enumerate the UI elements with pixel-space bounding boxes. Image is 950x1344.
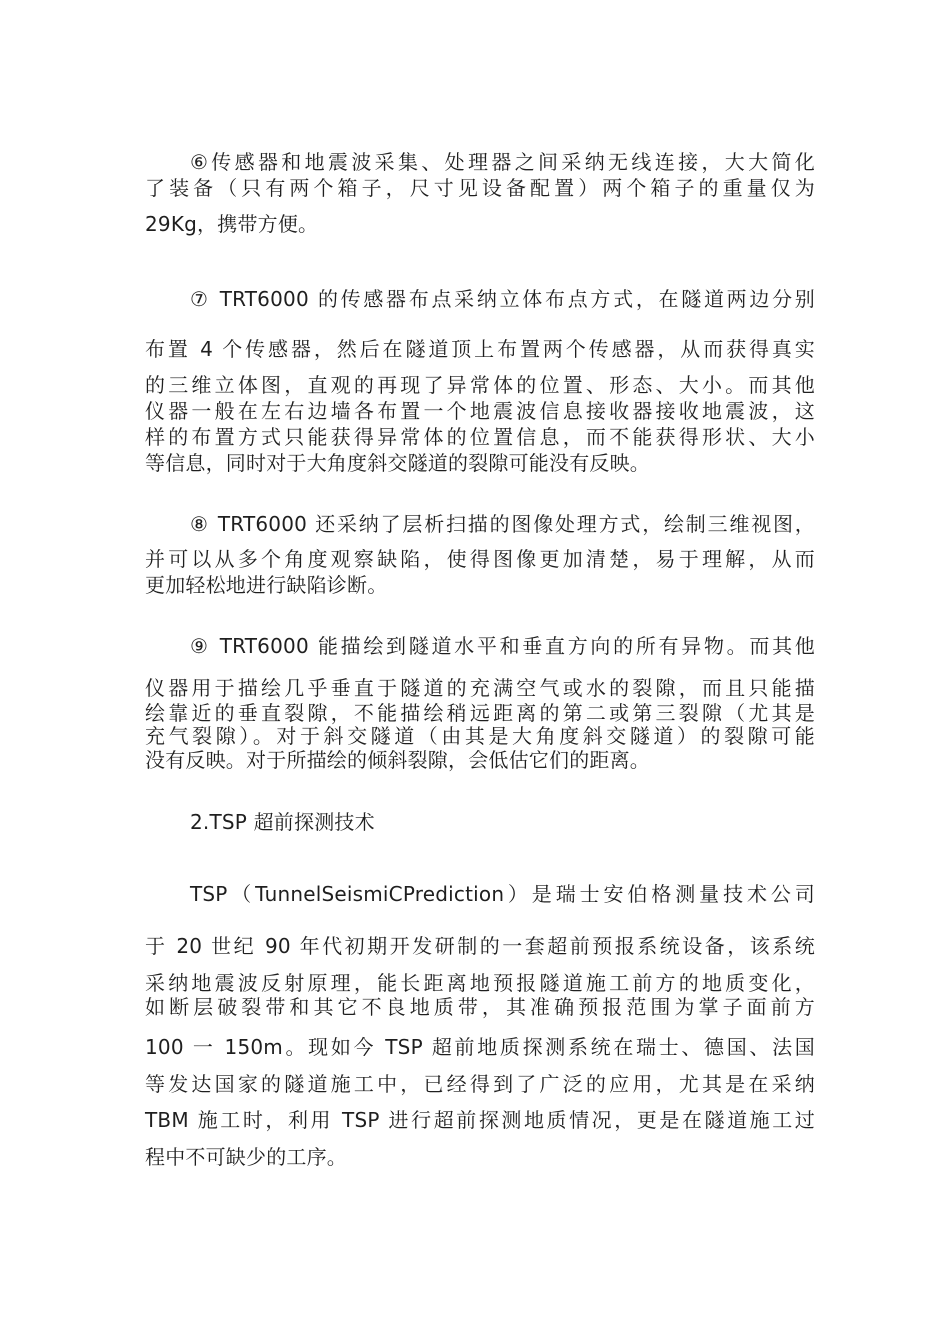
paragraph-7-line-5: 样的布置方式只能获得异常体的位置信息，而不能获得形状、大小 xyxy=(145,425,815,449)
tsp-paragraph-line-6: 等发达国家的隧道施工中，已经得到了广泛的应用，尤其是在采纳 xyxy=(145,1072,815,1096)
tsp-paragraph-line-3: 采纳地震波反射原理，能长距离地预报隧道施工前方的地质变化， xyxy=(145,971,815,995)
paragraph-6-line-3: 29Kg，携带方便。 xyxy=(145,212,319,236)
paragraph-9-line-4: 充气裂隙）。对于斜交隧道（由其是大角度斜交隧道）的裂隙可能 xyxy=(145,724,815,748)
paragraph-7-line-1: ⑦ TRT6000 的传感器布点采纳立体布点方式，在隧道两边分别 xyxy=(190,287,815,311)
paragraph-6-line-2: 了装备（只有两个箱子，尺寸见设备配置）两个箱子的重量仅为 xyxy=(145,176,815,200)
paragraph-9-line-2: 仪器用于描绘几乎垂直于隧道的充满空气或水的裂隙，而且只能描 xyxy=(145,676,815,700)
tsp-paragraph-line-5: 100 一 150m。现如今 TSP 超前地质探测系统在瑞士、德国、法国 xyxy=(145,1035,815,1059)
paragraph-6-line-1: ⑥传感器和地震波采集、处理器之间采纳无线连接，大大简化 xyxy=(190,150,815,174)
section-heading-tsp: 2.TSP 超前探测技术 xyxy=(190,810,375,834)
tsp-paragraph-line-2: 于 20 世纪 90 年代初期开发研制的一套超前预报系统设备，该系统 xyxy=(145,934,815,958)
paragraph-7-line-4: 仪器一般在左右边墙各布置一个地震波信息接收器接收地震波，这 xyxy=(145,399,815,423)
paragraph-9-line-3: 绘靠近的垂直裂隙，不能描绘稍远距离的第二或第三裂隙（尤其是 xyxy=(145,701,815,725)
tsp-paragraph-line-8: 程中不可缺少的工序。 xyxy=(145,1145,347,1169)
tsp-paragraph-line-4: 如断层破裂带和其它不良地质带，其准确预报范围为掌子面前方 xyxy=(145,995,815,1019)
paragraph-9-line-5: 没有反映。对于所描绘的倾斜裂隙，会低估它们的距离。 xyxy=(145,748,650,772)
paragraph-8-line-3: 更加轻松地进行缺陷诊断。 xyxy=(145,573,388,597)
paragraph-7-line-2: 布置 4 个传感器，然后在隧道顶上布置两个传感器，从而获得真实 xyxy=(145,337,815,361)
paragraph-8-line-2: 并可以从多个角度观察缺陷，使得图像更加清楚，易于理解，从而 xyxy=(145,547,815,571)
tsp-paragraph-line-1: TSP（TunnelSeismiCPrediction）是瑞士安伯格测量技术公司 xyxy=(190,882,815,906)
paragraph-9-line-1: ⑨ TRT6000 能描绘到隧道水平和垂直方向的所有异物。而其他 xyxy=(190,634,815,658)
paragraph-7-line-3: 的三维立体图，直观的再现了异常体的位置、形态、大小。而其他 xyxy=(145,373,815,397)
tsp-paragraph-line-7: TBM 施工时，利用 TSP 进行超前探测地质情况，更是在隧道施工过 xyxy=(145,1108,815,1132)
paragraph-7-line-6: 等信息，同时对于大角度斜交隧道的裂隙可能没有反映。 xyxy=(145,451,650,475)
paragraph-8-line-1: ⑧ TRT6000 还采纳了层析扫描的图像处理方式，绘制三维视图， xyxy=(190,512,815,536)
